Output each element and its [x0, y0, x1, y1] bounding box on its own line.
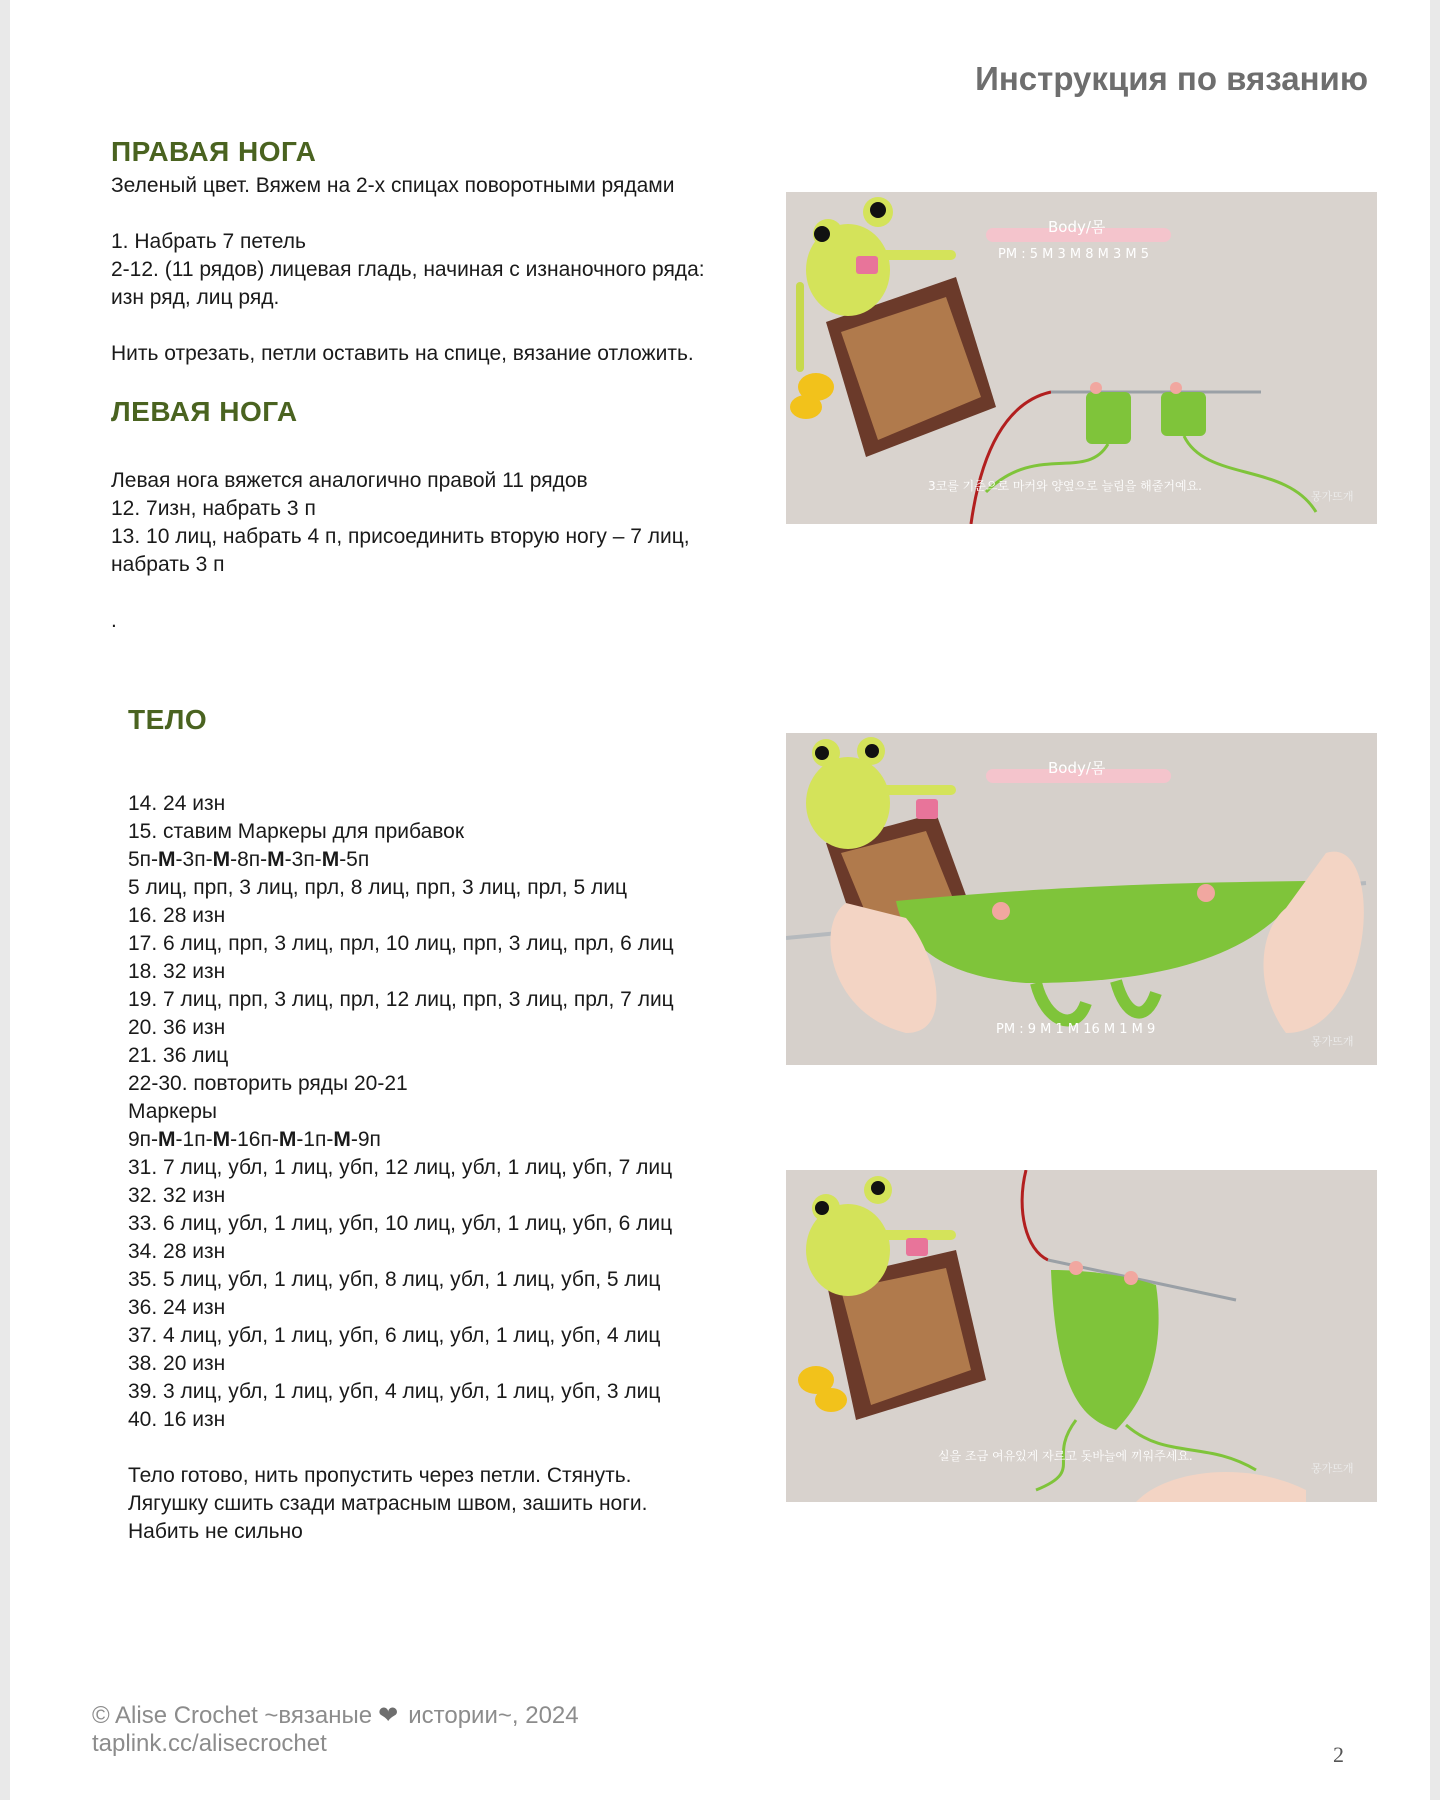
page-number: 2 — [1333, 1742, 1344, 1767]
text-line: Маркеры — [128, 1100, 217, 1123]
text-line: Левая нога вяжется аналогично правой 11 рядов — [111, 469, 588, 492]
page-edge-right — [1430, 0, 1440, 1800]
page-header: Инструкция по вязанию — [975, 60, 1368, 97]
text-line: набрать 3 п — [111, 553, 225, 576]
photo-title: Body/몸 — [1048, 759, 1106, 777]
text-line: 2-12. (11 рядов) лицевая гладь, начиная с изнаночного ряда: — [111, 258, 705, 281]
text-line: 32. 32 изн — [128, 1184, 226, 1207]
taplink-link[interactable]: taplink.cc/alisecrochet — [92, 1730, 327, 1757]
text-line — [111, 312, 705, 340]
text-line: 16. 28 изн — [128, 904, 226, 927]
body-text — [128, 790, 674, 1546]
photo-subtitle: 실을 조금 여유있게 자르고 돗바늘에 끼워주세요. — [938, 1449, 1193, 1463]
text-line: 1. Набрать 7 петель — [111, 230, 306, 253]
text-line: 12. 7изн, набрать 3 п — [111, 497, 316, 520]
copyright-line — [92, 1702, 579, 1730]
text-line: 20. 36 изн — [128, 1016, 226, 1039]
text-line: 34. 28 изн — [128, 1240, 226, 1263]
copyright-year: истории~, 2024 — [408, 1702, 579, 1729]
text-line: 14. 24 изн — [128, 792, 226, 815]
text-line: 36. 24 изн — [128, 1296, 226, 1319]
text-line: Нить отрезать, петли оставить на спице, вязание отложить. — [111, 342, 694, 365]
text-line — [111, 579, 690, 607]
photo-watermark: 몽가뜨개 — [1311, 1035, 1354, 1048]
text-line: 40. 16 изн — [128, 1408, 226, 1431]
text-line: 19. 7 лиц, прп, 3 лиц, прл, 12 лиц, прп, 3 лиц, прл, 7 лиц — [128, 988, 674, 1011]
text-line: Лягушку сшить сзади матрасным швом, зашить ноги. — [128, 1492, 648, 1515]
text-line: Набить не сильно — [128, 1520, 303, 1543]
right-leg-text — [111, 172, 705, 368]
photo-title: Body/몸 — [1048, 218, 1106, 236]
photo-pm-label: PM : 5 M 3 M 8 M 3 M 5 — [998, 247, 1149, 262]
photo-watermark: 몽가뜨개 — [1311, 1462, 1354, 1475]
text-line: Зеленый цвет. Вяжем на 2-х спицах поворотными рядами — [111, 174, 675, 197]
knitting-photo-2 — [786, 733, 1377, 1065]
heart-icon: ❤ — [378, 1702, 399, 1729]
text-line — [111, 200, 705, 228]
photo-body-step-3 — [786, 1170, 1377, 1502]
text-line: 37. 4 лиц, убл, 1 лиц, убп, 6 лиц, убл, 1 лиц, убп, 4 лиц — [128, 1324, 661, 1347]
heading-body: ТЕЛО — [128, 704, 208, 735]
text-line: изн ряд, лиц ряд. — [111, 286, 280, 309]
photo-body-step-1 — [786, 192, 1377, 524]
text-line: 13. 10 лиц, набрать 4 п, присоединить вторую ногу – 7 лиц, — [111, 525, 690, 548]
knitting-photo-1 — [786, 192, 1377, 524]
text-line: Тело готово, нить пропустить через петли. Стянуть. — [128, 1464, 632, 1487]
text-line: 35. 5 лиц, убл, 1 лиц, убп, 8 лиц, убл, 1 лиц, убп, 5 лиц — [128, 1268, 661, 1291]
text-line: 5 лиц, прп, 3 лиц, прл, 8 лиц, прп, 3 лиц, прл, 5 лиц — [128, 876, 627, 899]
photo-watermark: 몽가뜨개 — [1311, 490, 1354, 503]
text-line: 38. 20 изн — [128, 1352, 226, 1375]
page-edge-left — [0, 0, 10, 1800]
heading-left-leg: ЛЕВАЯ НОГА — [111, 396, 298, 427]
text-line: 22-30. повторить ряды 20-21 — [128, 1072, 408, 1095]
photo-subtitle: 3코를 기준으로 마커와 양옆으로 늘림을 해줄거예요. — [928, 479, 1202, 493]
footer — [92, 1702, 579, 1758]
text-line: 17. 6 лиц, прп, 3 лиц, прл, 10 лиц, прп, 3 лиц, прл, 6 лиц — [128, 932, 674, 955]
text-line: 21. 36 лиц — [128, 1044, 229, 1067]
photo-pm-label: PM : 9 M 1 M 16 M 1 M 9 — [996, 1022, 1156, 1037]
text-line: 15. ставим Маркеры для прибавок — [128, 820, 465, 843]
text-line: 5п-М-3п-М-8п-М-3п-М-5п — [128, 848, 370, 871]
text-line: . — [111, 609, 117, 632]
text-line: 33. 6 лиц, убл, 1 лиц, убп, 10 лиц, убл, 1 лиц, убп, 6 лиц — [128, 1212, 673, 1235]
photo-body-step-2 — [786, 733, 1377, 1065]
text-line: 31. 7 лиц, убл, 1 лиц, убп, 12 лиц, убл, 1 лиц, убп, 7 лиц — [128, 1156, 673, 1179]
knitting-photo-3 — [786, 1170, 1377, 1502]
text-line — [128, 1434, 674, 1462]
copyright-text: © Alise Crochet ~вязаные — [92, 1702, 373, 1729]
heading-right-leg: ПРАВАЯ НОГА — [111, 136, 317, 167]
left-leg-text — [111, 467, 690, 635]
text-line: 9п-М-1п-М-16п-М-1п-М-9п — [128, 1128, 381, 1151]
text-line: 39. 3 лиц, убл, 1 лиц, убп, 4 лиц, убл, 1 лиц, убп, 3 лиц — [128, 1380, 661, 1403]
text-line: 18. 32 изн — [128, 960, 226, 983]
